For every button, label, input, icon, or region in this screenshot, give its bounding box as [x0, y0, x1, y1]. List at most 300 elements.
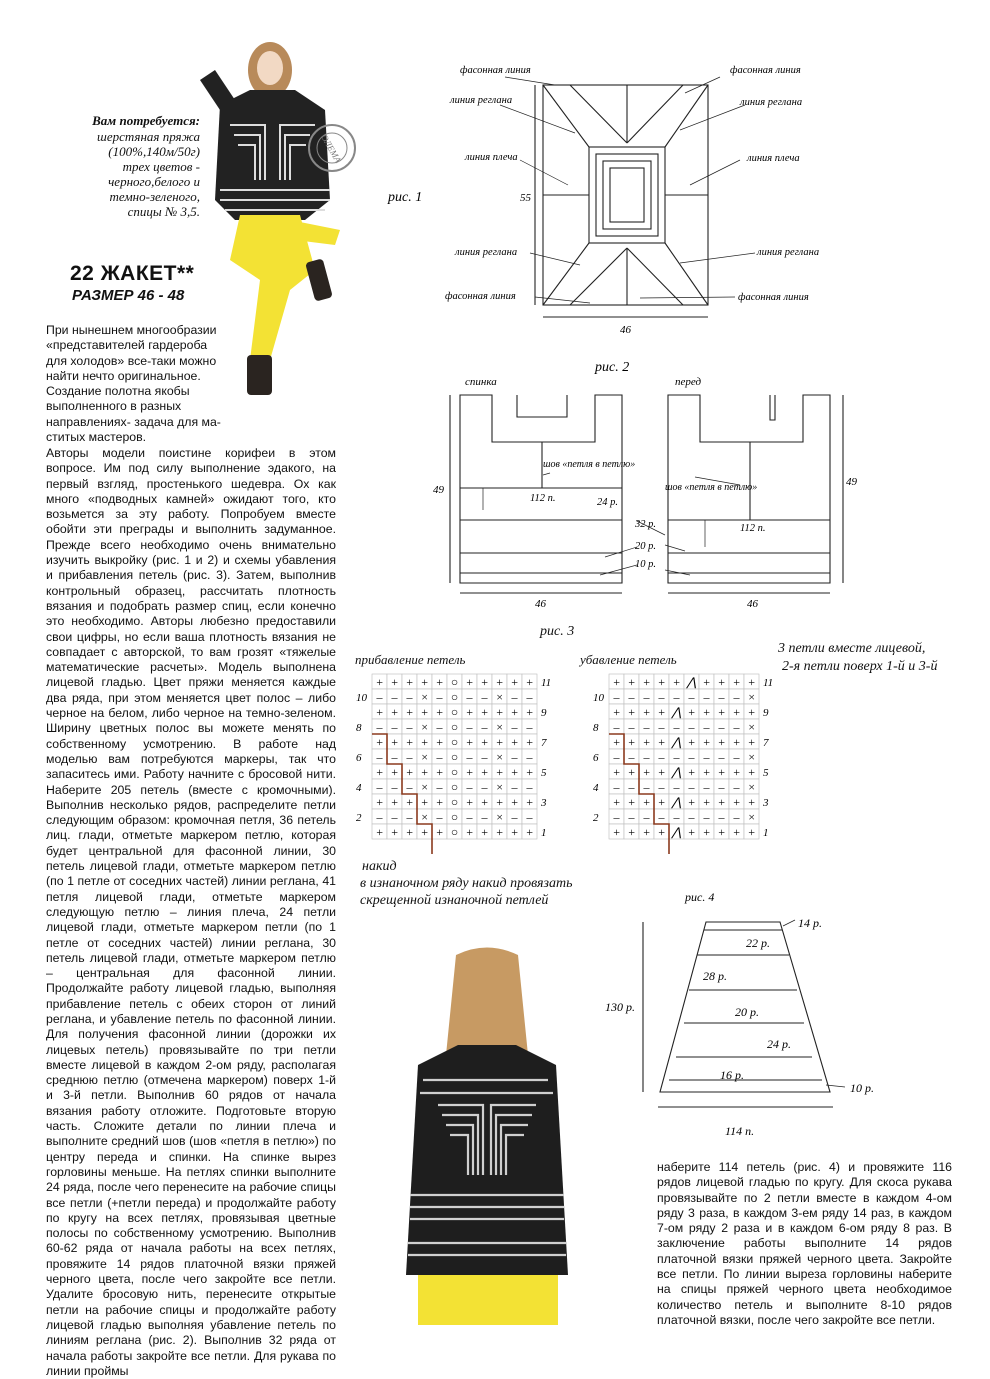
intro-line: Создание полотна якобы: [46, 384, 190, 399]
chart-symbol: –: [703, 810, 710, 824]
row-number: 3: [763, 797, 769, 809]
chart-symbol: ⋀: [671, 705, 682, 719]
needs-block: [60, 113, 200, 219]
chart-symbol: ⋀: [671, 735, 682, 749]
chart-symbol: +: [480, 675, 489, 689]
fig2-height: 49: [846, 476, 857, 488]
chart-symbol: +: [627, 825, 636, 839]
chart-symbol: –: [436, 810, 443, 824]
chart-symbol: +: [732, 675, 741, 689]
needs-line: черного,белого и: [108, 174, 200, 189]
chart-symbol: +: [687, 765, 696, 779]
fig2-rows: 10 р.: [635, 559, 656, 570]
chart-symbol: +: [405, 765, 414, 779]
fig4-rows: 16 р.: [720, 1068, 744, 1082]
intro-line: направлениях- задача для ма-: [46, 414, 221, 429]
chart-symbol: –: [466, 690, 473, 704]
chart-symbol: +: [717, 735, 726, 749]
chart-symbol: –: [688, 780, 695, 794]
chart-symbol: +: [480, 825, 489, 839]
fig1-label: линия реглана: [740, 97, 803, 108]
chart-symbol: +: [390, 675, 399, 689]
fig2-seam: шов «петля в петлю»: [665, 482, 758, 493]
chart-symbol: +: [702, 765, 711, 779]
fig3-dec-title: убавление петель: [580, 652, 677, 667]
chart-symbol: –: [733, 720, 740, 734]
chart-symbol: ○: [450, 720, 459, 734]
chart-symbol: ⋀: [671, 765, 682, 779]
fig3-note: 2-я петли поверх 1-й и 3-й: [782, 659, 938, 674]
chart-symbol: +: [657, 675, 666, 689]
chart-symbol: +: [480, 765, 489, 779]
chart-symbol: +: [732, 705, 741, 719]
row-number: 9: [763, 707, 769, 719]
instructions-text: [46, 446, 336, 1378]
chart-symbol: +: [510, 765, 519, 779]
chart-symbol: ○: [450, 780, 459, 794]
chart-symbol: –: [658, 750, 665, 764]
chart-symbol: –: [658, 810, 665, 824]
chart-symbol: +: [612, 765, 621, 779]
stamp-text: ОЛЕМА: [319, 132, 344, 165]
chart-symbol: +: [627, 705, 636, 719]
chart-symbol: +: [510, 825, 519, 839]
back-photo: [398, 945, 576, 1325]
chart-symbol: –: [628, 690, 635, 704]
needs-line: темно-зеленого,: [109, 189, 200, 204]
chart-symbol: –: [643, 690, 650, 704]
chart-decrease: [585, 668, 795, 858]
stamp-logo: [306, 122, 358, 174]
chart-symbol: +: [435, 705, 444, 719]
chart-symbol: +: [642, 705, 651, 719]
chart-symbol: +: [657, 825, 666, 839]
chart-symbol: +: [390, 825, 399, 839]
chart-symbol: +: [627, 795, 636, 809]
chart-symbol: +: [687, 825, 696, 839]
fig1-label: линия плеча: [747, 153, 800, 164]
chart-symbol: –: [673, 720, 680, 734]
chart-symbol: –: [628, 750, 635, 764]
chart-symbol: –: [511, 780, 518, 794]
needs-line: спицы № 3,5.: [127, 204, 200, 219]
chart-symbol: –: [376, 720, 383, 734]
chart-symbol: +: [747, 825, 756, 839]
chart-symbol: –: [718, 720, 725, 734]
chart-symbol: +: [375, 705, 384, 719]
chart-symbol: ×: [420, 720, 429, 734]
chart-symbol: +: [612, 675, 621, 689]
chart-symbol: +: [405, 675, 414, 689]
chart-symbol: –: [688, 810, 695, 824]
chart-symbol: –: [511, 720, 518, 734]
chart-symbol: +: [687, 705, 696, 719]
chart-symbol: +: [375, 735, 384, 749]
fig4-rows: 22 р.: [746, 936, 770, 950]
fig4-rows: 10 р.: [850, 1081, 874, 1095]
fig2-width: 46: [747, 598, 758, 610]
chart-symbol: ⋀: [686, 675, 697, 689]
fig4-caption: рис. 4: [685, 890, 715, 904]
fig1-label: линия плеча: [465, 152, 518, 163]
chart-symbol: +: [627, 675, 636, 689]
chart-symbol: +: [747, 795, 756, 809]
chart-symbol: +: [495, 795, 504, 809]
chart-symbol: –: [643, 750, 650, 764]
intro-line: найти нечто оригинальное.: [46, 368, 201, 383]
chart-symbol: +: [465, 675, 474, 689]
sleeve-text: [657, 1160, 952, 1328]
chart-symbol: –: [733, 750, 740, 764]
chart-symbol: –: [613, 750, 620, 764]
intro-line: При нынешнем многообразии: [46, 323, 217, 337]
chart-symbol: –: [643, 720, 650, 734]
chart-symbol: +: [375, 765, 384, 779]
chart-symbol: +: [375, 825, 384, 839]
chart-symbol: +: [525, 705, 534, 719]
chart-symbol: +: [495, 765, 504, 779]
chart-symbol: +: [435, 735, 444, 749]
fig2-stitches: 112 п.: [530, 493, 556, 504]
chart-symbol: +: [747, 705, 756, 719]
chart-symbol: +: [732, 735, 741, 749]
chart-symbol: +: [717, 705, 726, 719]
chart-symbol: –: [628, 780, 635, 794]
chart-symbol: ×: [747, 690, 756, 704]
sleeve-paragraph: наберите 114 петель (рис. 4) и провяжите 116 рядов лицевой гладью по кругу. Для скоса рукава провязывайте по 2 петли вместе в каждом 4-ом ряду 3 раза, в каждом 3-ем ряду 14 раз, в каждом 7-ом ряду 2 раза и в каждом 6-ом ряду 8 раз. В заключение работы выполните 14 рядов платочной вязки пряжей черного цвета. Закройте все петли. По линии выреза горловины наберите на спицы пряжей черного цвета необходимое количество петель и выполните 8-10 рядов платочной вязки, после чего закройте все петли.: [657, 1160, 952, 1327]
row-number: 4: [593, 782, 599, 794]
fig3-inc-title: прибавление петель: [355, 652, 466, 667]
row-number: 9: [541, 707, 547, 719]
chart-symbol: –: [643, 810, 650, 824]
figure-4: [600, 885, 900, 1145]
chart-symbol: –: [406, 720, 413, 734]
intro-line: для холодов» все-таки можно: [46, 353, 217, 368]
chart-symbol: –: [643, 780, 650, 794]
fig1-label: фасонная линия: [445, 291, 516, 302]
fig2-seam: шов «петля в петлю»: [543, 459, 636, 470]
row-number: 8: [356, 722, 362, 734]
row-number: 7: [763, 737, 769, 749]
chart-symbol: –: [406, 690, 413, 704]
row-number: 2: [356, 812, 362, 824]
row-number: 11: [763, 677, 774, 689]
chart-symbol: –: [703, 720, 710, 734]
chart-symbol: –: [481, 780, 488, 794]
chart-symbol: +: [375, 675, 384, 689]
chart-symbol: +: [405, 825, 414, 839]
chart-symbol: +: [510, 675, 519, 689]
chart-symbol: –: [436, 720, 443, 734]
chart-symbol: ○: [450, 795, 459, 809]
chart-symbol: +: [702, 735, 711, 749]
chart-symbol: –: [466, 780, 473, 794]
needs-line: (100%,140м/50г): [108, 144, 200, 159]
row-number: 6: [356, 752, 362, 764]
chart-symbol: +: [435, 795, 444, 809]
fig2-caption: рис. 2: [595, 360, 630, 375]
chart-symbol: +: [525, 735, 534, 749]
row-number: 1: [541, 827, 547, 839]
fig4-height: 130 р.: [605, 1000, 635, 1014]
chart-symbol: +: [390, 795, 399, 809]
chart-symbol: ⋀: [671, 825, 682, 839]
fig2-height: 49: [433, 484, 444, 496]
row-number: 11: [541, 677, 552, 689]
chart-symbol: –: [718, 750, 725, 764]
chart-symbol: +: [732, 765, 741, 779]
needs-title: Вам потребуется:: [92, 113, 200, 128]
chart-symbol: +: [435, 675, 444, 689]
chart-symbol: +: [480, 705, 489, 719]
chart-symbol: +: [465, 735, 474, 749]
chart-symbol: +: [390, 765, 399, 779]
chart-symbol: ○: [450, 810, 459, 824]
chart-symbol: –: [511, 690, 518, 704]
chart-symbol: +: [495, 825, 504, 839]
instructions-paragraph: Авторы модели поистине корифеи в этом вопросе. Им под силу выполнение эдакого, на первый взгляд, простенького шедевра. Ох как много «подводных камней» ожидают того, кто возьмется за эту работу. Попробуем вместе обойти эти преграды и выполнить задуманное. Прежде всего необходимо очень внимательно изучить выкройку (рис. 1 и 2) и схемы убавления и прибавления петель (рис. 3). Затем, выполнив контрольный образец, рассчитать плотность вязания и подобрать размер спиц, если конечно это необходимо. Авторы любезно предоставили свои цифры, но если ваша плотность вязания не совпадает с авторской, то вам грозят «тяжелые математические расчеты». Модель выполнена лицевой гладью. Цвет пряжи меняется каждые два ряда, при этом меняется цвет полос – либо черное на белом, либо черное на темно-зеленом. Ширину цветных полос вы можете менять по собственному усмотрению. В работе над моделью вам потребуются маркеры, так что запаситесь ими. Работу начните с бросовой нити. Наберите 205 петель (вместе с кромочными). Выполнив несколько рядов, распределите петли следующим образом: кромочная петля, 36 петель лиц. глади, отметьте маркером петлю, которая будет центральной для фасонной линии, 30 петель лицевой глади, отметьте маркером петлю (по 1 петле от соседних частей) линии реглана, 41 петля лицевой глади, отметьте маркером следующую петлю – линия плеча, 24 петли лицевой глади, отметьте маркером петли (по 1 петле от соседних частей) линии реглана, 30 петель лицевой глади, отметьте маркером петлю – центральная для фасонной линии. Продолжайте работу лицевой гладью, выполняя прибавление петель с обеих сторон от линий реглана, и убавление петель по фасонной линии. Для получения фасонной линии (дорожки их лицевых петель) провязывайте по три петли вместе лицевой в каждом 2-ом ряду, располагая среднюю петлю (отмечена маркером) поверх 1-й и 3-й петли. Выполнив 60 рядов от начала вязания работу отложите. Подготовьте вторую часть. Сложите детали по линии плеча и выполните средний шов (шов «петля в петлю») по центру переда и спинки. На спинке вырез горловины меньше. На петлях спинки выполните 24 ряда, после чего перенесите на рабочие спицы все петли (+петли переда) и продолжайте работу по кругу на всех петлях, провязывая цветные полосы по собственному усмотрению. Выполнив 60-62 ряда от начала работы на всех петлях, провяжите 14 рядов платочной вязки пряжей черного цвета, после чего закройте все петли. Удалите бросовую нить, перенесите открытые петли на рабочие спицы и продолжайте работу лицевой гладью выполняя убавление петель по линиям реглана (рис. 2). Выполнив 32 ряда от начала работы закройте все петли. Для рукава по линии проймы: [46, 446, 336, 1378]
fig4-width: 114 п.: [725, 1124, 755, 1138]
chart-symbol: –: [613, 780, 620, 794]
chart-symbol: –: [733, 690, 740, 704]
chart-symbol: –: [406, 780, 413, 794]
row-number: 2: [593, 812, 599, 824]
chart-symbol: –: [526, 690, 533, 704]
chart-symbol: –: [511, 750, 518, 764]
fig2-rows: 32 р.: [635, 519, 656, 530]
chart-symbol: –: [466, 720, 473, 734]
chart-symbol: ×: [747, 780, 756, 794]
chart-symbol: ×: [747, 810, 756, 824]
chart-symbol: –: [376, 780, 383, 794]
chart-symbol: –: [481, 750, 488, 764]
chart-symbol: +: [405, 735, 414, 749]
fig4-rows: 28 р.: [703, 969, 727, 983]
chart-symbol: –: [628, 810, 635, 824]
chart-symbol: ×: [747, 720, 756, 734]
row-number: 5: [541, 767, 547, 779]
chart-symbol: –: [733, 780, 740, 794]
nakid-note: в изнаночном ряду накид провязать: [360, 876, 573, 891]
model-size: РАЗМЕР 46 - 48: [72, 287, 185, 304]
chart-symbol: –: [406, 750, 413, 764]
fig2-stitches: 112 п.: [740, 523, 766, 534]
chart-symbol: –: [526, 720, 533, 734]
chart-symbol: –: [526, 810, 533, 824]
chart-symbol: +: [480, 795, 489, 809]
fig2-front: перед: [675, 376, 702, 388]
chart-symbol: –: [628, 720, 635, 734]
chart-symbol: –: [718, 780, 725, 794]
chart-symbol: –: [436, 690, 443, 704]
chart-symbol: +: [732, 825, 741, 839]
chart-symbol: +: [642, 795, 651, 809]
chart-symbol: +: [435, 765, 444, 779]
fig4-rows: 24 р.: [767, 1037, 791, 1051]
chart-symbol: –: [526, 780, 533, 794]
chart-symbol: –: [673, 690, 680, 704]
row-number: 4: [356, 782, 362, 794]
intro-line: ститых мастеров.: [46, 430, 147, 445]
chart-symbol: –: [481, 720, 488, 734]
intro-line: «представителей гардероба: [46, 338, 208, 353]
fig4-rows: 20 р.: [735, 1005, 759, 1019]
chart-symbol: +: [480, 735, 489, 749]
chart-symbol: –: [391, 720, 398, 734]
chart-symbol: ×: [420, 780, 429, 794]
row-number: 5: [763, 767, 769, 779]
chart-symbol: +: [525, 765, 534, 779]
needs-line: шерстяная пряжа: [97, 129, 200, 144]
row-number: 1: [763, 827, 769, 839]
chart-symbol: +: [510, 735, 519, 749]
chart-symbol: –: [673, 810, 680, 824]
fig3-caption: рис. 3: [540, 624, 575, 639]
chart-symbol: ×: [495, 750, 504, 764]
chart-symbol: –: [376, 810, 383, 824]
fig1-height: 55: [520, 192, 531, 204]
chart-symbol: +: [495, 735, 504, 749]
chart-symbol: ×: [495, 780, 504, 794]
fig2-back: спинка: [465, 376, 497, 388]
chart-symbol: –: [613, 690, 620, 704]
chart-symbol: +: [525, 825, 534, 839]
chart-symbol: +: [420, 705, 429, 719]
chart-symbol: +: [465, 825, 474, 839]
fig2-rows: 20 р.: [635, 541, 656, 552]
chart-symbol: ×: [420, 690, 429, 704]
chart-symbol: ○: [450, 735, 459, 749]
chart-symbol: +: [405, 705, 414, 719]
fig1-label: линия реглана: [757, 247, 820, 258]
fig1-label: линия реглана: [450, 95, 513, 106]
chart-symbol: ○: [450, 690, 459, 704]
chart-symbol: –: [511, 810, 518, 824]
chart-symbol: +: [642, 765, 651, 779]
chart-symbol: –: [733, 810, 740, 824]
chart-symbol: –: [658, 720, 665, 734]
chart-symbol: ×: [420, 810, 429, 824]
chart-symbol: +: [747, 675, 756, 689]
fig1-label: фасонная линия: [738, 292, 809, 303]
chart-symbol: ×: [747, 750, 756, 764]
fig4-rows: 14 р.: [798, 916, 822, 930]
chart-symbol: ×: [495, 690, 504, 704]
chart-symbol: +: [657, 765, 666, 779]
chart-symbol: +: [747, 735, 756, 749]
chart-symbol: ×: [420, 750, 429, 764]
fig1-label: линия реглана: [455, 247, 518, 258]
chart-symbol: +: [465, 705, 474, 719]
chart-symbol: –: [613, 810, 620, 824]
row-number: 10: [356, 692, 367, 704]
fig2-width: 46: [535, 598, 546, 610]
chart-symbol: +: [510, 795, 519, 809]
needs-line: трех цветов -: [122, 159, 200, 174]
fig1-caption: рис. 1: [388, 190, 423, 205]
intro-line: выполненного в разных: [46, 399, 182, 414]
chart-symbol: +: [510, 705, 519, 719]
chart-symbol: ○: [450, 825, 459, 839]
chart-increase: [350, 668, 560, 858]
chart-symbol: +: [702, 705, 711, 719]
chart-symbol: +: [405, 795, 414, 809]
chart-symbol: –: [688, 750, 695, 764]
row-number: 6: [593, 752, 599, 764]
fig2-rows: 24 р.: [597, 497, 618, 508]
chart-symbol: +: [525, 795, 534, 809]
chart-symbol: –: [391, 750, 398, 764]
row-number: 3: [541, 797, 547, 809]
chart-symbol: –: [376, 750, 383, 764]
chart-symbol: +: [717, 675, 726, 689]
chart-symbol: +: [642, 825, 651, 839]
figure-2: [425, 355, 865, 615]
chart-symbol: –: [613, 720, 620, 734]
chart-symbol: –: [436, 780, 443, 794]
chart-symbol: +: [420, 795, 429, 809]
chart-symbol: –: [391, 810, 398, 824]
chart-symbol: +: [702, 825, 711, 839]
chart-symbol: –: [406, 810, 413, 824]
chart-symbol: +: [657, 705, 666, 719]
chart-symbol: +: [717, 795, 726, 809]
chart-symbol: +: [612, 705, 621, 719]
chart-symbol: –: [436, 750, 443, 764]
fig1-width: 46: [620, 324, 631, 336]
nakid-label: накид: [362, 859, 397, 874]
chart-symbol: +: [420, 735, 429, 749]
figure-1: [380, 55, 850, 340]
chart-symbol: +: [525, 675, 534, 689]
chart-symbol: +: [465, 765, 474, 779]
chart-symbol: +: [612, 735, 621, 749]
chart-symbol: +: [420, 825, 429, 839]
chart-symbol: +: [495, 705, 504, 719]
chart-symbol: +: [642, 735, 651, 749]
chart-symbol: –: [481, 810, 488, 824]
intro-narrow: [46, 323, 224, 445]
chart-symbol: ○: [450, 675, 459, 689]
chart-symbol: –: [673, 780, 680, 794]
chart-symbol: ×: [495, 810, 504, 824]
chart-symbol: +: [717, 825, 726, 839]
chart-symbol: +: [732, 795, 741, 809]
chart-symbol: +: [687, 735, 696, 749]
fig3-note: 3 петли вместе лицевой,: [778, 641, 926, 656]
chart-symbol: –: [658, 690, 665, 704]
chart-symbol: +: [627, 735, 636, 749]
chart-symbol: ○: [450, 750, 459, 764]
chart-symbol: ○: [450, 705, 459, 719]
chart-symbol: +: [420, 765, 429, 779]
chart-symbol: –: [391, 780, 398, 794]
chart-symbol: –: [718, 810, 725, 824]
chart-symbol: –: [526, 750, 533, 764]
chart-symbol: +: [390, 735, 399, 749]
chart-symbol: ○: [450, 765, 459, 779]
chart-symbol: +: [642, 675, 651, 689]
chart-symbol: –: [703, 690, 710, 704]
fig1-label: фасонная линия: [460, 65, 531, 76]
chart-symbol: +: [375, 795, 384, 809]
row-number: 8: [593, 722, 599, 734]
chart-symbol: –: [703, 750, 710, 764]
chart-symbol: ⋀: [671, 795, 682, 809]
chart-symbol: +: [747, 765, 756, 779]
chart-symbol: –: [688, 720, 695, 734]
chart-symbol: +: [687, 795, 696, 809]
